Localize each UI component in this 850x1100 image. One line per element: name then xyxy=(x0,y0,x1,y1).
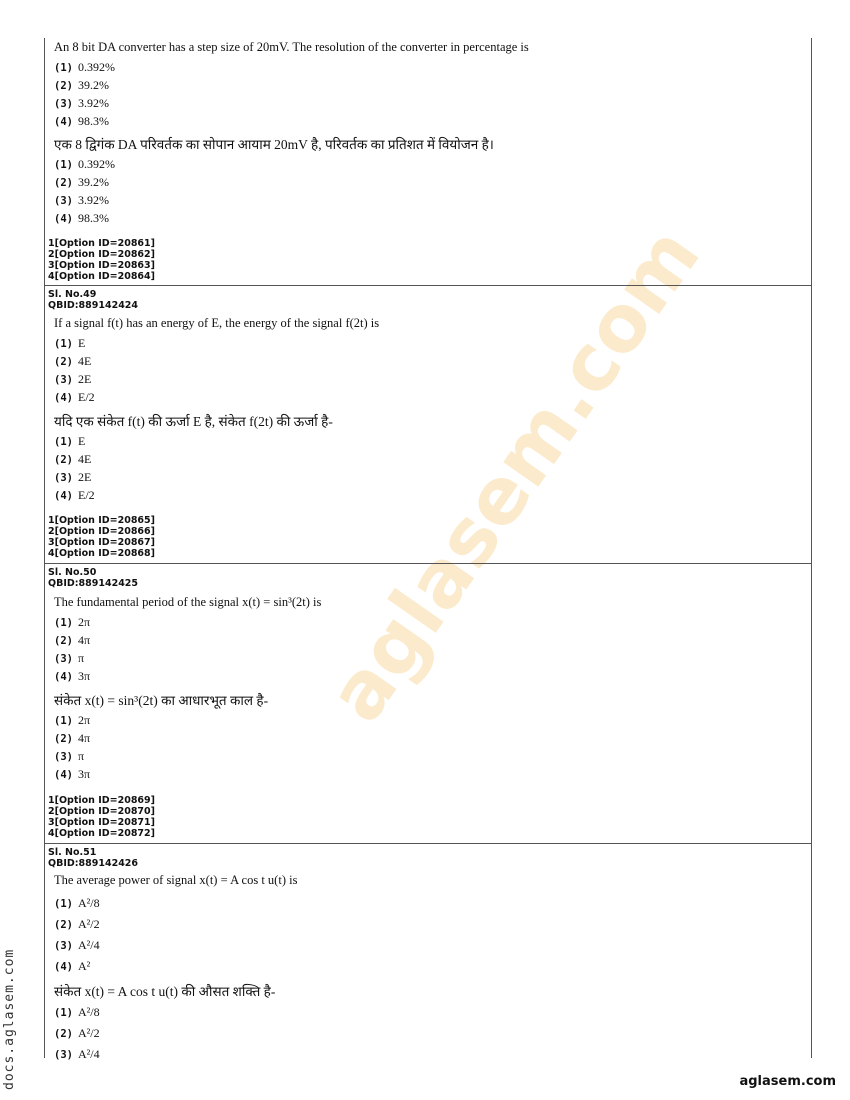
question-text-en: The fundamental period of the signal x(t) = sin³(2t) is xyxy=(54,595,322,609)
option-hi-1: (1) 0.392% xyxy=(54,157,115,171)
option-hi-3: (3) 2E xyxy=(54,470,92,484)
side-url: docs.aglasem.com xyxy=(2,948,17,1090)
option-ids: 1[Option ID=20861] 2[Option ID=20862] 3[Option ID=20863] 4[Option ID=20864] xyxy=(48,238,155,282)
question-text-hi: यदि एक संकेत f(t) की ऊर्जा E है, संकेत f(2t) की ऊर्जा है- xyxy=(54,414,333,429)
option-en-1: (1) 2π xyxy=(54,615,91,629)
option-hi-1: (1) 2π xyxy=(54,713,91,727)
question-text-hi: संकेत x(t) = sin³(2t) का आधारभूत काल है- xyxy=(54,693,269,708)
option-en-3: (3) 3.92% xyxy=(54,96,109,110)
option-hi-1: (1) A²/8 xyxy=(54,1005,100,1019)
option-en-1: (1) 0.392% xyxy=(54,60,115,74)
option-en-2: (2) 4π xyxy=(54,633,91,647)
option-hi-3: (3) π xyxy=(54,749,85,763)
option-hi-2: (2) 4E xyxy=(54,452,92,466)
footer-brand: aglasem.com xyxy=(739,1074,836,1089)
option-en-2: (2) 4E xyxy=(54,354,92,368)
option-en-2: (2) A²/2 xyxy=(54,917,100,931)
option-ids: 1[Option ID=20869] 2[Option ID=20870] 3[Option ID=20871] 4[Option ID=20872] xyxy=(48,795,155,839)
question-header: Sl. No.49 QBID:889142424 xyxy=(48,289,139,311)
option-en-1: (1) A²/8 xyxy=(54,896,100,910)
option-en-3: (3) 2E xyxy=(54,372,92,386)
page-frame xyxy=(44,38,812,1058)
option-en-4: (4) A² xyxy=(54,959,91,973)
option-hi-4: (4) 3π xyxy=(54,767,91,781)
option-hi-1: (1) E xyxy=(54,434,86,448)
divider xyxy=(44,563,811,564)
option-en-4: (4) 98.3% xyxy=(54,114,109,128)
question-text-hi: संकेत x(t) = A cos t u(t) की औसत शक्ति है- xyxy=(54,984,276,999)
option-hi-2: (2) 39.2% xyxy=(54,175,109,189)
option-hi-2: (2) A²/2 xyxy=(54,1026,100,1040)
divider xyxy=(44,843,811,844)
option-ids: 1[Option ID=20865] 2[Option ID=20866] 3[Option ID=20867] 4[Option ID=20868] xyxy=(48,515,155,559)
question-header: Sl. No.51 QBID:889142426 xyxy=(48,847,139,869)
option-en-4: (4) 3π xyxy=(54,669,91,683)
question-text-en: The average power of signal x(t) = A cos t u(t) is xyxy=(54,873,298,887)
question-text-en: An 8 bit DA converter has a step size of 20mV. The resolution of the converter in percentage is xyxy=(54,40,529,54)
divider xyxy=(44,285,811,286)
option-hi-4: (4) E/2 xyxy=(54,488,95,502)
question-header: Sl. No.50 QBID:889142425 xyxy=(48,567,139,589)
option-en-3: (3) π xyxy=(54,651,85,665)
option-hi-3: (3) A²/4 xyxy=(54,1047,100,1061)
option-en-3: (3) A²/4 xyxy=(54,938,100,952)
question-text-hi: एक 8 द्विगंक DA परिवर्तक का सोपान आयाम 20mV है, परिवर्तक का प्रतिशत में वियोजन है। xyxy=(54,137,494,152)
watermark: aglasem.com xyxy=(311,211,718,739)
option-en-2: (2) 39.2% xyxy=(54,78,109,92)
option-hi-2: (2) 4π xyxy=(54,731,91,745)
option-en-1: (1) E xyxy=(54,336,86,350)
option-en-4: (4) E/2 xyxy=(54,390,95,404)
option-hi-3: (3) 3.92% xyxy=(54,193,109,207)
option-hi-4: (4) 98.3% xyxy=(54,211,109,225)
question-text-en: If a signal f(t) has an energy of E, the energy of the signal f(2t) is xyxy=(54,316,380,330)
